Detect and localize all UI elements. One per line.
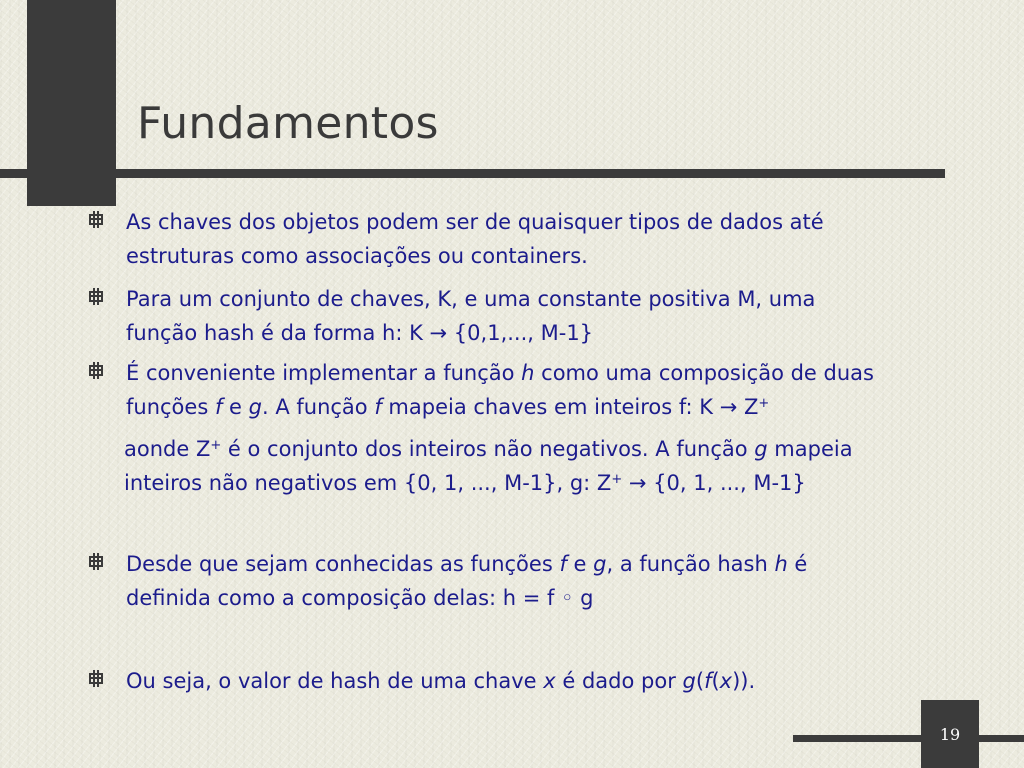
bullet-line xyxy=(126,547,1021,581)
square-bullet-icon xyxy=(89,288,103,305)
page-number: 19 xyxy=(939,725,961,744)
bullet-line xyxy=(126,316,1021,350)
superscript: + xyxy=(210,438,222,453)
text-run: Ou seja, o valor de hash de uma chave xyxy=(126,669,544,693)
text-run: → {0, 1, ..., M-1} xyxy=(622,471,806,495)
square-bullet-icon xyxy=(89,211,103,228)
page-title: Fundamentos xyxy=(137,98,439,149)
text-run: É conveniente implementar a função xyxy=(126,361,522,385)
continuation-paragraph xyxy=(120,432,1015,500)
text-run: definida como a composição delas: h = f ◦ g xyxy=(126,586,594,610)
text-run: estruturas como associações ou containers. xyxy=(126,244,588,268)
italic-variable: x xyxy=(719,669,733,693)
text-run: . A função xyxy=(261,395,375,419)
text-run: )). xyxy=(732,669,756,693)
square-bullet-icon xyxy=(89,670,103,687)
text-run: função hash é da forma h: K → {0,1,..., M-1} xyxy=(126,321,594,345)
superscript: + xyxy=(611,472,623,487)
bullet-line xyxy=(120,466,1015,500)
bullet-item xyxy=(126,282,1021,350)
text-run: mapeia xyxy=(767,437,853,461)
text-run: mapeia chaves em inteiros f: K → Z xyxy=(381,395,759,419)
footer-bar xyxy=(793,735,1024,742)
text-run: inteiros não negativos em {0, 1, ..., M-1}, g: Z xyxy=(124,471,612,495)
italic-variable: f xyxy=(214,395,223,419)
italic-variable: f xyxy=(559,552,567,576)
text-run: As chaves dos objetos podem ser de quaisquer tipos de dados até xyxy=(126,210,824,234)
text-run: Desde que sejam conhecidas as funções xyxy=(126,552,560,576)
bullet-line xyxy=(126,239,1021,273)
bullet-line xyxy=(126,581,1021,615)
text-run: é dado por xyxy=(555,669,683,693)
text-run: ( xyxy=(711,669,720,693)
italic-variable: h xyxy=(774,552,788,576)
bullet-item xyxy=(126,547,1021,615)
text-run: e xyxy=(222,395,249,419)
text-run: ( xyxy=(695,669,705,693)
italic-variable: f xyxy=(374,395,382,419)
italic-variable: f xyxy=(704,669,712,693)
bullet-item xyxy=(126,205,1021,273)
square-bullet-icon xyxy=(89,553,103,570)
text-run: é o conjunto dos inteiros não negativos. A função xyxy=(221,437,755,461)
italic-variable: h xyxy=(521,361,535,385)
bullet-line xyxy=(120,432,1015,466)
italic-variable: g xyxy=(754,437,768,461)
text-run: é xyxy=(787,552,808,576)
text-run: funções xyxy=(126,395,215,419)
bullet-line xyxy=(126,390,1021,424)
bullet-item xyxy=(126,356,1021,424)
text-run: aonde Z xyxy=(124,437,211,461)
italic-variable: g xyxy=(593,552,607,576)
text-run: Para um conjunto de chaves, K, e uma constante positiva M, uma xyxy=(126,287,816,311)
superscript: + xyxy=(758,396,770,411)
square-bullet-icon xyxy=(89,362,103,379)
text-run: , a função hash xyxy=(606,552,775,576)
bullet-line xyxy=(126,205,1021,239)
text-run: como uma composição de duas xyxy=(534,361,874,385)
bullet-line xyxy=(126,664,1021,698)
bullet-line xyxy=(126,282,1021,316)
italic-variable: x xyxy=(543,669,556,693)
bullet-line xyxy=(126,356,1021,390)
italic-variable: g xyxy=(248,395,262,419)
italic-variable: g xyxy=(682,669,696,693)
text-run: e xyxy=(566,552,594,576)
bullet-item xyxy=(126,664,1021,698)
